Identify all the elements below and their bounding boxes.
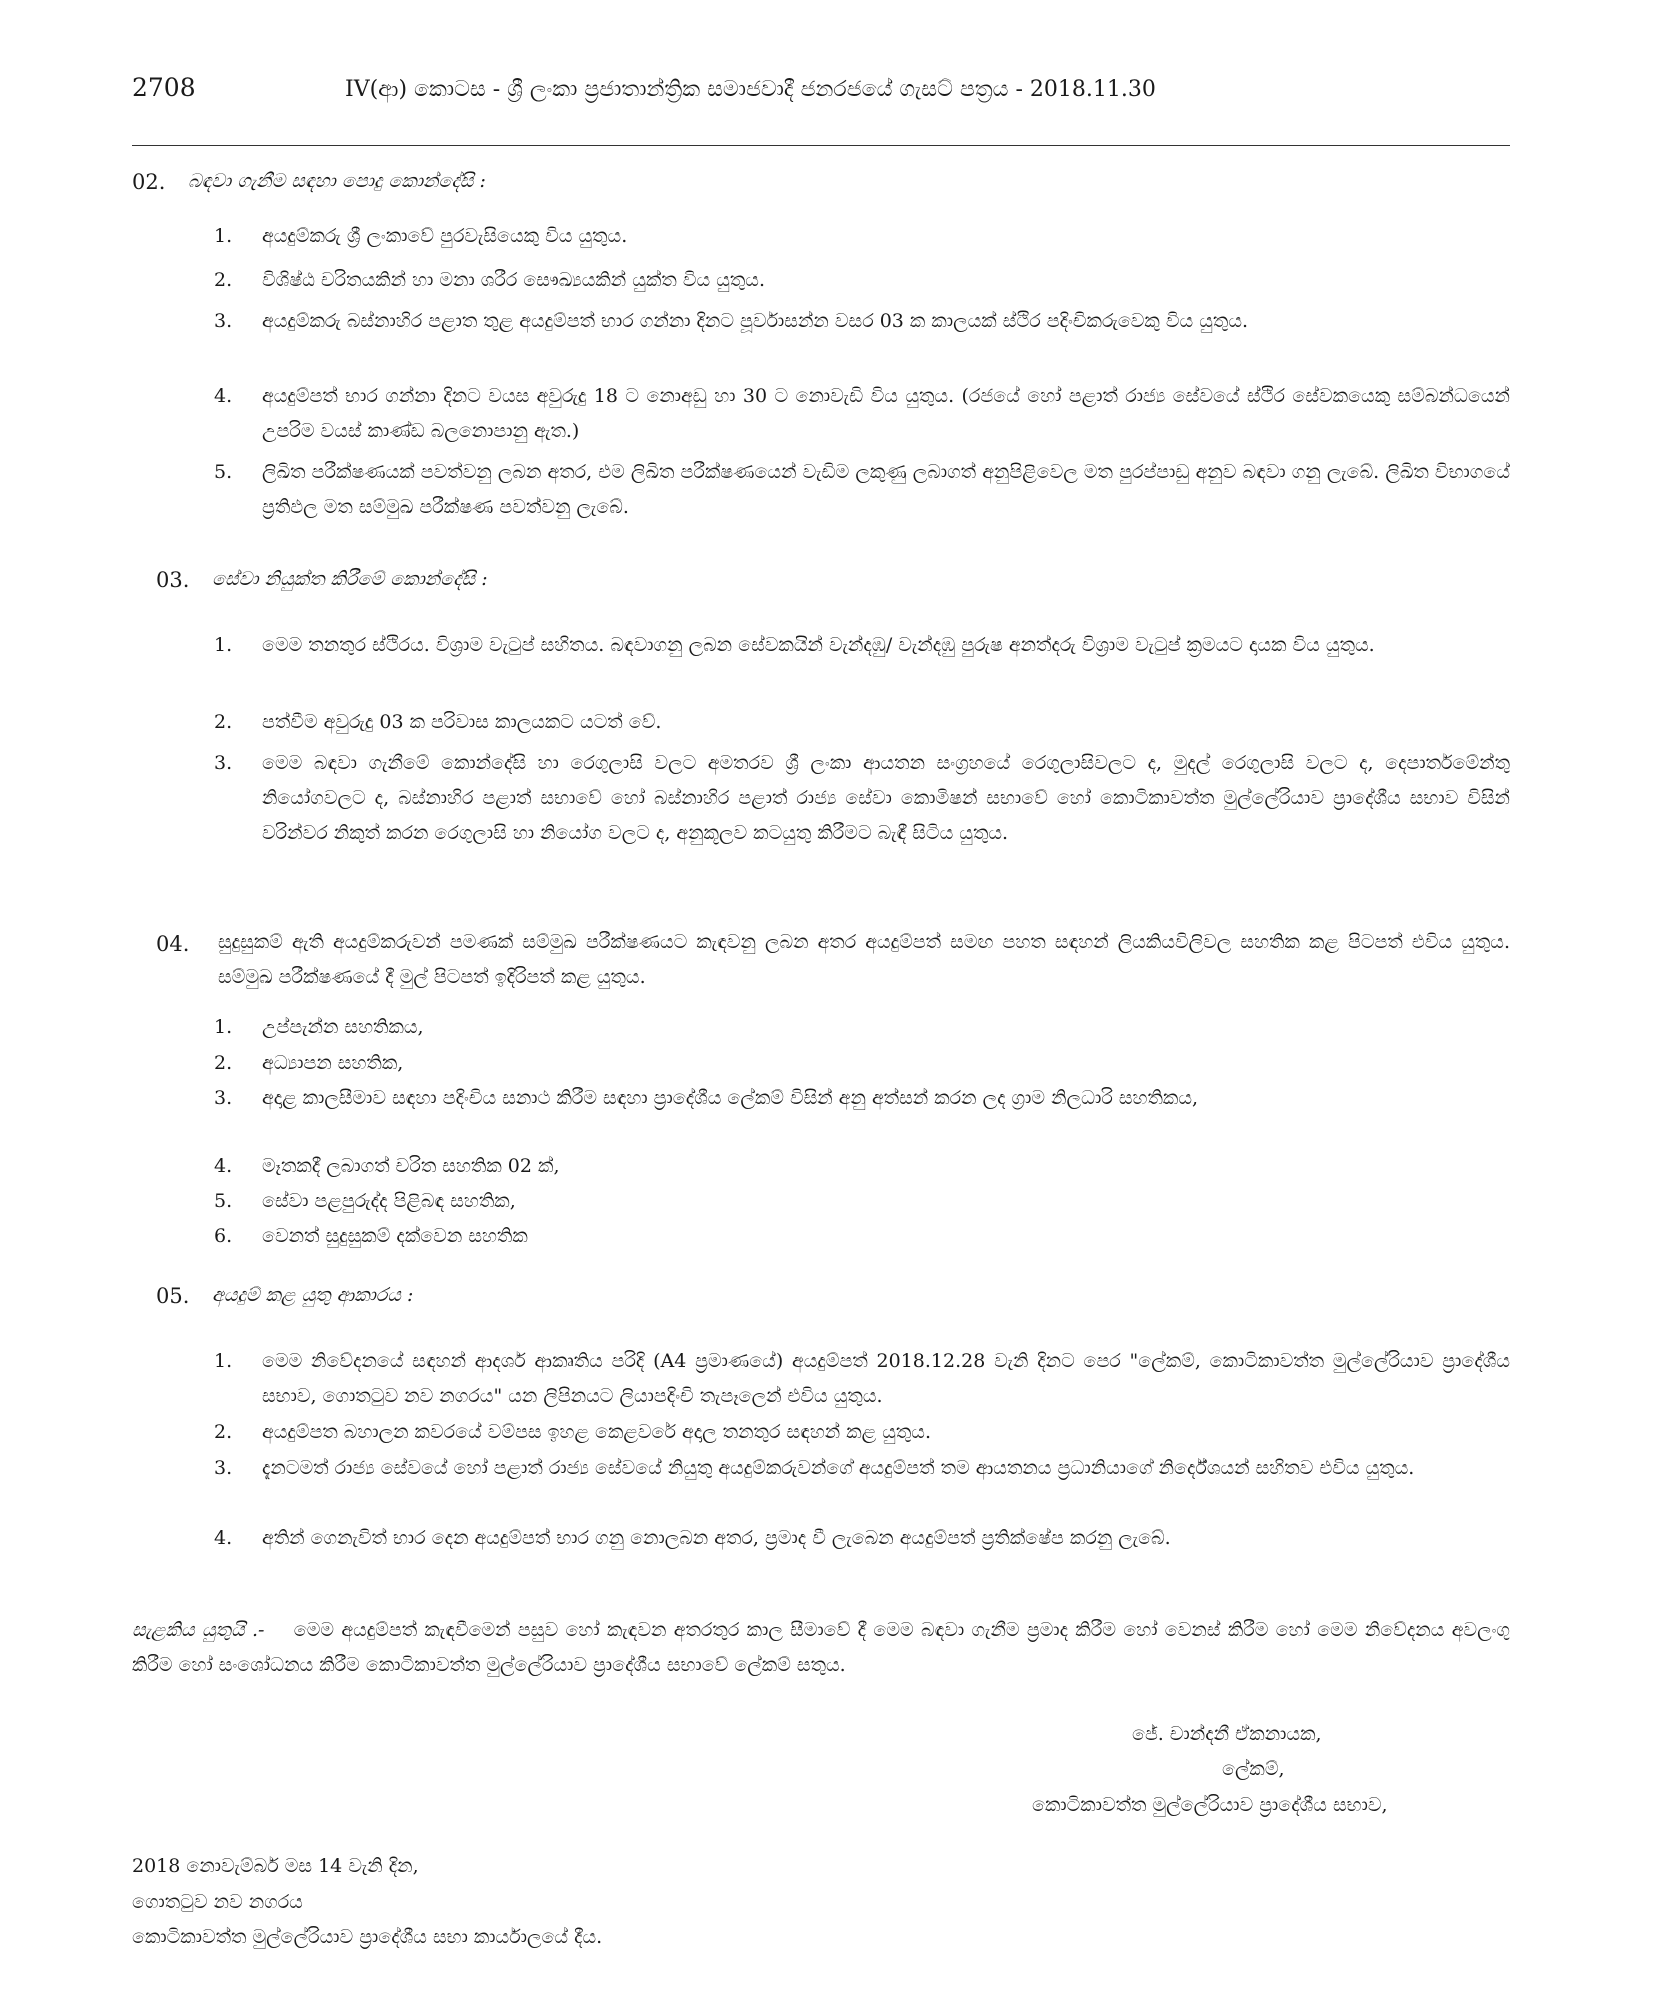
item-text: උප්පැන්න සහතිකය, [262,1016,424,1038]
item-text: වෙනත් සුදුසුකම් දක්වෙන සහතික [262,1225,528,1247]
item-text: පත්වීම අවුරුදු 03 ක පරිවාස කාලයකට යටත් වේ. [262,711,662,733]
item-text: මෙම බඳවා ගැනීමේ කොන්දේසි හා රෙගුලාසි වලට අමතරව ශ්‍රී ලංකා ආයතන සංග්‍රහයේ රෙගුලාසිවලට ද, මුදල් රෙගුලාසි වලට ද, දෙපාර්තමේන්තු නියෝගවලට ද, බස්නාහිර පළාත් සභාවේ හෝ බස්නාහිර පළාත් රාජ්‍ය සේවා කොමිෂන් සභාවේ හෝ කොටිකාවත්ත මුල්ලේරියාව ප්‍රාදේශීය සභාව විසින් වරින්වර නිකුත් කරන රෙගුලාසි හා නියෝග වලට ද, අනුකූලව කටයුතු කිරීමට බැඳී සිටිය යුතුය. [262,752,1510,844]
item-text: අයදුම්පත් භාර ගන්නා දිනට වයස අවුරුදු 18 ට නොඅඩු හා 30 ට නොවැඩි විය යුතුය. (රජයේ හෝ පළාත් රාජ්‍ය සේවයේ ස්ථිර සේවකයෙකු සම්බන්ධයෙන් උපරිම වයස් කාණ්ඩ බලනොපානු ඇත.) [262,385,1510,442]
item-text: අයදුම්කරු බස්නාහිර පළාත තුළ අයදුම්පත් භාර ගන්නා දිනට පූර්වාසන්න වසර 03 ක කාලයක් ස්ථිර පදිංචිකරුවෙකු විය යුතුය. [262,310,1249,332]
section-02-title: බඳවා ගැනීම සඳහා පොදු කොන්දේසි : [188,170,486,192]
section-05-number: 05. [156,1284,190,1308]
item-number: 2. [214,1421,233,1443]
header-rule [132,145,1510,146]
gazette-header-title: IV(ආ) කොටස - ශ්‍රී ලංකා ප්‍රජාතාන්ත්‍රික සමාජවාදී ජනරජයේ ගැසට් පත්‍රය - 2018.11.30 [345,77,1156,102]
section-04-intro-text: සුදුසුකම් ඇති අයදුම්කරුවන් පමණක් සම්මුඛ පරීක්ෂණයට කැඳවනු ලබන අතර අයදුම්පත් සමඟ පහත සඳහන් ලියකියවිලිවල සහතික කළ පිටපත් එවිය යුතුය. සම්මුඛ පරීක්ෂණයේ දී මුල් පිටපත් ඉදිරිපත් කළ යුතුය. [218,931,1510,988]
item-number: 1. [214,1350,233,1372]
footer-date: 2018 නොවැම්බර් මස 14 වැනි දින, [132,1855,419,1877]
item-text: මෙම නිවේදනයේ සඳහන් ආදර්ශ ආකෘතිය පරිදි (A4 ප්‍රමාණයේ) අයදුම්පත් 2018.12.28 වැනි දිනට පෙර "ලේකම්, කොටිකාවත්ත මුල්ලේරියාව ප්‍රාදේශීය සභාව, ගොතටුව නව නගරය" යන ලිපිනයට ලියාපදිංචි තැපෑලෙන් එවිය යුතුය. [262,1350,1510,1407]
item-text: මෙම තනතුර ස්ථිරය. විශ්‍රාම වැටුප් සහිතය. බඳවාගනු ලබන සේවකයින් වැන්දඹු/ වැන්දඹු පුරුෂ අනත්දරු විශ්‍රාම වැටුප් ක්‍රමයට දායක විය යුතුය. [262,634,1375,656]
note-label: සැළකිය යුතුයි .- [132,1619,265,1641]
item-number: 2. [214,1052,233,1074]
item-text: සේවා පළපුරුද්ද පිළිබඳ සහතික, [262,1190,516,1212]
item-number: 1. [214,634,233,656]
section-04-intro [218,925,1510,995]
item-number: 2. [214,711,233,733]
note-paragraph [132,1613,1510,1683]
item-number: 3. [214,1087,233,1109]
item-text: ලිඛිත පරීක්ෂණයක් පවත්වනු ලබන අතර, එම ලිඛිත පරීක්ෂණයෙන් වැඩිම ලකුණු ලබාගත් අනුපිළිවෙල මත පුරප්පාඩු අනුව බඳවා ගනු ලැබේ. ලිඛිත විභාගයේ ප්‍රතිඵල මත සම්මුඛ පරීක්ෂණ පවත්වනු ලැබේ. [262,461,1510,518]
section-03-number: 03. [156,568,190,592]
signatory-name: ජේ. චාන්දනී ඒකනායක, [1132,1723,1322,1745]
item-number: 3. [214,1457,233,1479]
item-text: අයදුම්කරු ශ්‍රී ලංකාවේ පුරවැසියෙකු විය යුතුය. [262,225,628,247]
item-number: 3. [214,752,233,774]
item-number: 4. [214,1527,233,1549]
section-04-number: 04. [156,932,190,956]
item-number: 2. [214,269,233,291]
section-03-title: සේවා නියුක්ත කිරීමේ කොන්දේසි : [212,568,488,590]
item-text: අතින් ගෙනැවිත් භාර දෙන අයදුම්පත් භාර ගනු නොලබන අතර, ප්‍රමාද වී ලැබෙන අයදුම්පත් ප්‍රතික්ෂේප කරනු ලැබේ. [262,1527,1171,1549]
item-text: අදාළ කාලසීමාව සඳහා පදිංචිය සනාථ කිරීම සඳහා ප්‍රාදේශීය ලේකම් විසින් අනු අත්සන් කරන ලද ග්‍රාම නිලධාරි සහතිකය, [262,1087,1199,1109]
item-number: 5. [214,1190,233,1212]
item-number: 3. [214,310,233,332]
item-text: අයදුම්පත බහාලන කවරයේ වම්පස ඉහළ කෙළවරේ අදාල තනතුර සඳහන් කළ යුතුය. [262,1421,932,1443]
signatory-organization: කොටිකාවත්ත මුල්ලේරියාව ප්‍රාදේශීය සභාව, [1032,1794,1388,1816]
item-text: දැනටමත් රාජ්‍ය සේවයේ හෝ පළාත් රාජ්‍ය සේවයේ නියුතු අයදුම්කරුවන්ගේ අයදුම්පත් තම ආයතනය ප්‍රධානියාගේ නිර්දේශයන් සහිතව එවිය යුතුය. [262,1457,1415,1479]
item-number: 4. [214,385,233,407]
section-02-number: 02. [132,170,166,194]
item-number: 4. [214,1155,233,1177]
signatory-role: ලේකම්, [1222,1758,1285,1780]
item-text: අධ්‍යාපන සහතික, [262,1052,404,1074]
item-text: විශිෂ්ඨ චරිතයකින් හා මනා ශරීර සෞඛ්‍යයකින් යුක්ත විය යුතුය. [262,269,765,291]
footer-place: ගොතටුව නව නගරය [132,1891,303,1913]
item-text: මෑතකදී ලබාගත් චරිත සහතික 02 ක්, [262,1155,560,1177]
note-text: මෙම අයදුම්පත් කැඳවීමෙන් පසුව හෝ කැඳවන අතරතුර කාල සීමාවේ දී මෙම බඳවා ගැනීම ප්‍රමාද කිරීම හෝ වෙනස් කිරීම හෝ මෙම නිවේදනය අවලංගු කිරීම හෝ සංශෝධනය කිරීම කොටිකාවත්ත මුල්ලේරියාව ප්‍රාදේශීය සභාවේ ලේකම් සතුය. [132,1619,1510,1676]
footer-office: කොටිකාවත්ත මුල්ලේරියාව ප්‍රාදේශීය සභා කාර්යාලයේ දීය. [132,1926,603,1948]
item-number: 1. [214,1016,233,1038]
item-number: 1. [214,225,233,247]
item-number: 5. [214,461,233,483]
page-number: 2708 [132,73,196,102]
item-number: 6. [214,1225,233,1247]
section-05-title: අයදුම් කළ යුතු ආකාරය : [212,1284,414,1306]
